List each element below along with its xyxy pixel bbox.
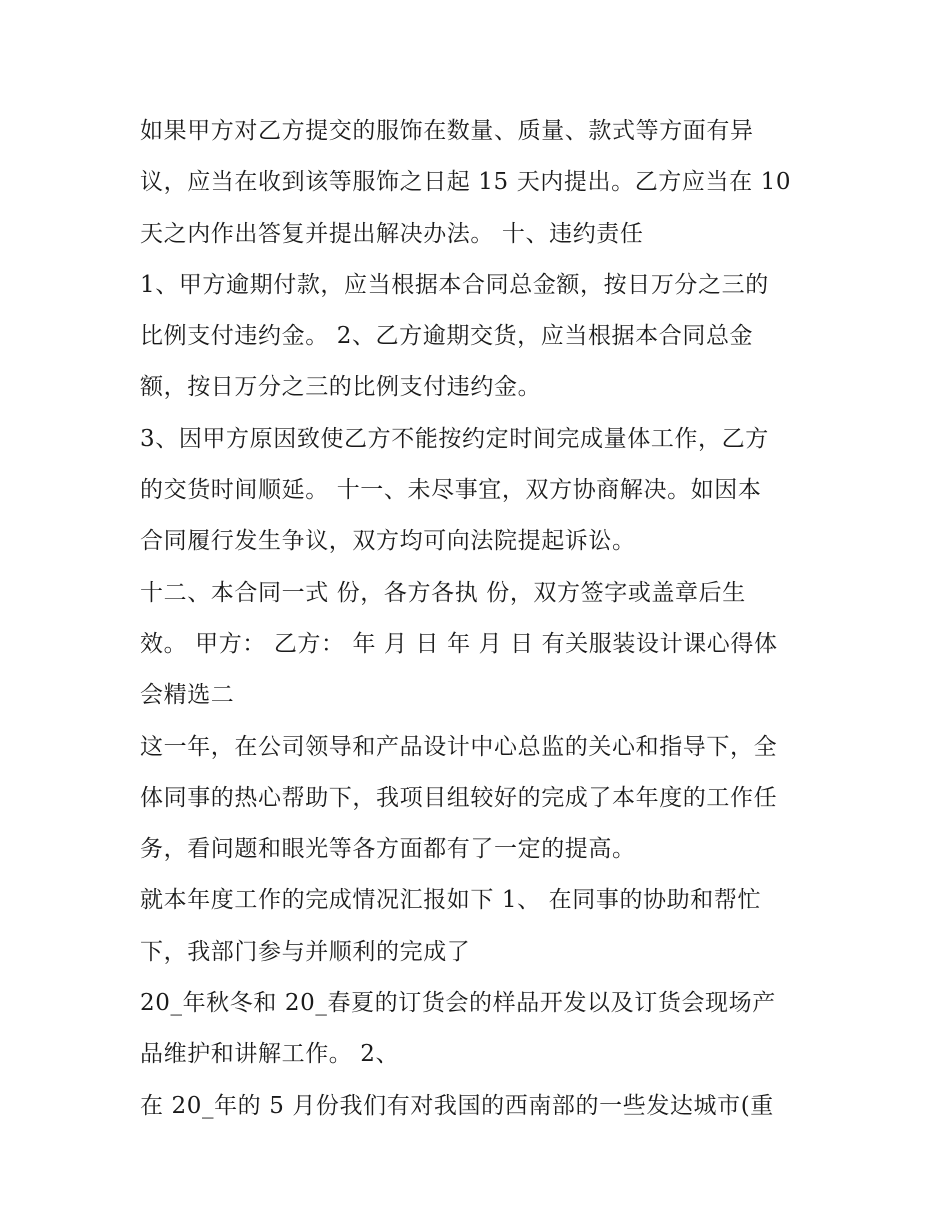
text-line: 效。 甲方： 乙方： 年 月 日 年 月 日 有关服装设计课心得体 xyxy=(140,630,778,657)
text-line: 如果甲方对乙方提交的服饰在数量、质量、款式等方面有异 xyxy=(140,118,754,144)
text-line: 下，我部门参与并顺利的完成了 xyxy=(140,938,471,965)
text-line: 体同事的热心帮助下，我项目组较好的完成了本年度的工作任 xyxy=(140,784,778,811)
text-line: 1、甲方逾期付款，应当根据本合同总金额，按日万分之三的 xyxy=(140,271,769,298)
text-line: 的交货时间顺延。 十一、未尽事宜，双方协商解决。如因本 xyxy=(140,477,762,504)
document-body xyxy=(140,106,820,1132)
text-line: 就本年度工作的完成情况汇报如下 1、 在同事的协助和帮忙 xyxy=(140,887,762,914)
text-line: 3、因甲方原因致使乙方不能按约定时间完成量体工作，乙方 xyxy=(140,425,769,452)
text-line: 天之内作出答复并提出解决办法。 十、违约责任 xyxy=(140,220,644,247)
text-line: 会精选二 xyxy=(140,682,235,709)
text-line: 这一年，在公司领导和产品设计中心总监的关心和指导下，全 xyxy=(140,733,778,760)
text-line: 额，按日万分之三的比例支付违约金。 xyxy=(140,374,542,401)
text-line: 议，应当在收到该等服饰之日起 15 天内提出。乙方应当在 10 xyxy=(140,169,792,196)
text-line: 十二、本合同一式 份，各方各执 份，双方签字或盖章后生 xyxy=(140,579,746,606)
text-line: 品维护和讲解工作。 2、 xyxy=(140,1041,400,1068)
text-line: 比例支付违约金。 2、乙方逾期交货，应当根据本合同总金 xyxy=(140,323,754,350)
text-line: 合同履行发生争议，双方均可向法院提起诉讼。 xyxy=(140,528,636,555)
text-line: 务，看问题和眼光等各方面都有了一定的提高。 xyxy=(140,836,636,863)
text-line: 在 20_年的 5 月份我们有对我国的西南部的一些发达城市(重 xyxy=(140,1092,774,1119)
text-line: 20_年秋冬和 20_春夏的订货会的样品开发以及订货会现场产 xyxy=(140,990,776,1017)
